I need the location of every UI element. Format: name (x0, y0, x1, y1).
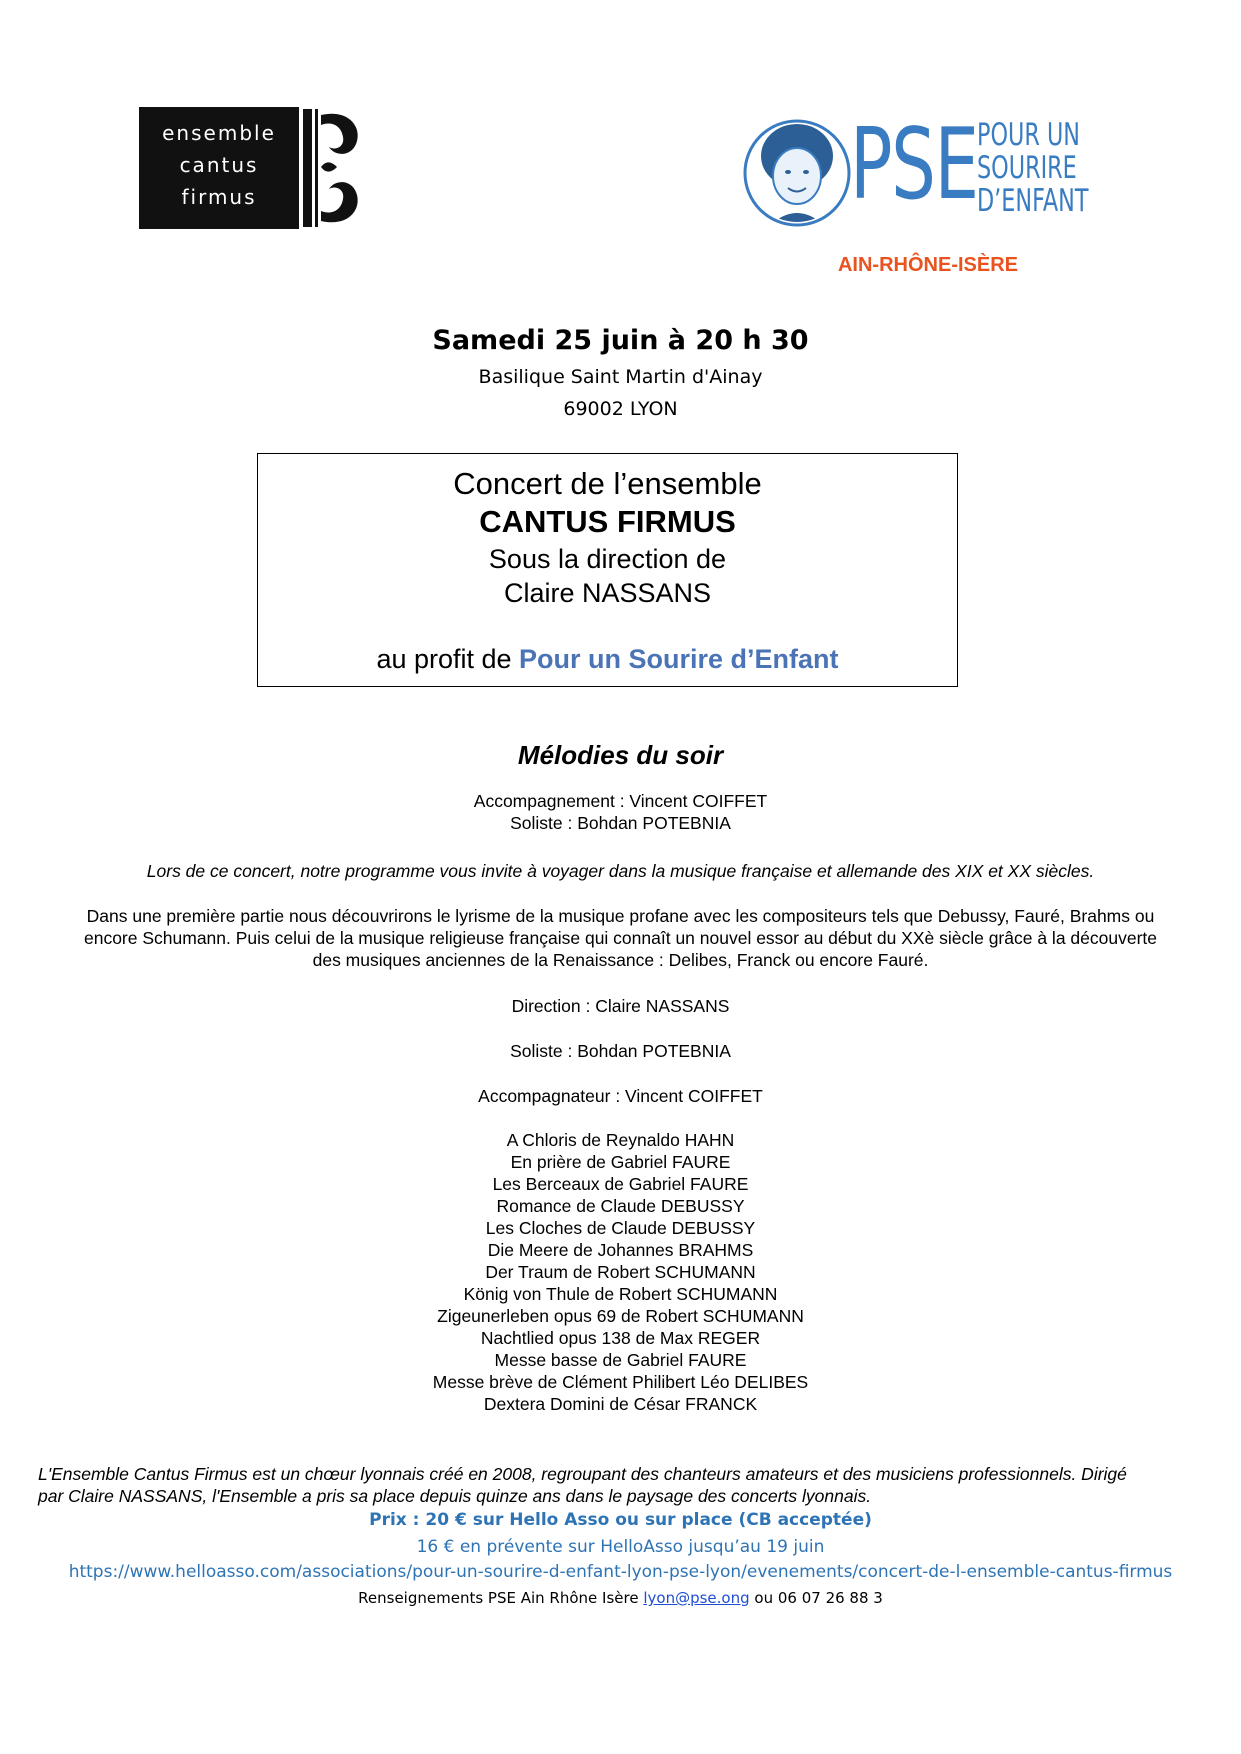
about-line-1: L'Ensemble Cantus Firmus est un chœur lyonnais créé en 2008, regroupant des chanteurs amateurs et des musiciens professionnels. Dirigé (38, 1464, 1127, 1484)
child-portrait-icon (742, 118, 852, 228)
pse-tagline-3: D’ENFANT (977, 183, 1089, 219)
concert-box (257, 453, 958, 687)
box-conductor: Claire NASSANS (503, 578, 712, 608)
program-direction: Direction : Claire NASSANS (511, 996, 730, 1016)
box-ensemble-name: CANTUS FIRMUS (479, 504, 736, 539)
contact-info (0, 1589, 1241, 1607)
box-beneficiary-line (258, 644, 957, 675)
box-beneficiary-prefix: au profit de (376, 644, 520, 674)
logo-word-firmus: firmus (181, 185, 257, 209)
logo-word-cantus: cantus (179, 153, 259, 177)
pse-tagline-1: POUR UN (977, 117, 1081, 153)
presale-info: 16 € en prévente sur HelloAsso jusqu’au 19 juin (416, 1537, 825, 1557)
piece-item: Die Meere de Johannes BRAHMS (487, 1240, 754, 1260)
pse-region-label: AIN-RHÔNE-ISÈRE (837, 254, 1018, 276)
event-venue: Basilique Saint Martin d'Ainay (478, 366, 763, 388)
box-line-3: Sous la direction de (488, 544, 727, 574)
pse-logo (742, 110, 1092, 240)
program-title: Mélodies du soir (517, 740, 724, 770)
description-line-1: Dans une première partie nous découvrirons le lyrisme de la musique profane avec les compositeurs tels que Debussy, Fauré, Brahms ou (86, 906, 1155, 926)
logo-word-ensemble: ensemble (162, 121, 276, 145)
piece-item: König von Thule de Robert SCHUMANN (463, 1284, 778, 1304)
piece-item: Nachtlied opus 138 de Max REGER (480, 1328, 761, 1348)
program-soloist: Soliste : Bohdan POTEBNIA (510, 813, 731, 833)
pse-tagline-2: SOURIRE (977, 150, 1077, 186)
program-accompanist: Accompagnateur : Vincent COIFFET (478, 1086, 763, 1106)
piece-item: Les Berceaux de Gabriel FAURE (492, 1174, 749, 1194)
piece-list (0, 1129, 1241, 1415)
piece-item: En prière de Gabriel FAURE (510, 1152, 731, 1172)
box-line-1: Concert de l’ensemble (453, 466, 762, 501)
description-line-2: encore Schumann. Puis celui de la musique religieuse française qui connaît un nouvel essor au début du XXè siècle grâce à la découverte (83, 928, 1158, 948)
piece-item: Dextera Domini de César FRANCK (483, 1394, 758, 1414)
piece-item: Messe basse de Gabriel FAURE (494, 1350, 747, 1370)
piece-item: Messe brève de Clément Philibert Léo DELIBES (432, 1372, 809, 1392)
logo-black-panel (139, 107, 299, 229)
program-soloist-2: Soliste : Bohdan POTEBNIA (510, 1041, 731, 1061)
piece-item: Der Traum de Robert SCHUMANN (485, 1262, 756, 1282)
piece-item: Les Cloches de Claude DEBUSSY (485, 1218, 756, 1238)
about-line-2: par Claire NASSANS, l'Ensemble a pris sa place depuis quinze ans dans le paysage des concerts lyonnais. (38, 1486, 872, 1506)
event-date: Samedi 25 juin à 20 h 30 (432, 325, 809, 356)
price-info: Prix : 20 € sur Hello Asso ou sur place (CB acceptée) (369, 1510, 872, 1530)
piece-item: Romance de Claude DEBUSSY (496, 1196, 745, 1216)
ensemble-cantus-firmus-logo (139, 107, 367, 229)
contact-phone: ou 06 07 26 88 3 (749, 1589, 883, 1607)
piece-item: Zigeunerleben opus 69 de Robert SCHUMANN (437, 1306, 804, 1326)
program-accompaniment: Accompagnement : Vincent COIFFET (473, 791, 768, 811)
box-beneficiary-name: Pour un Sourire d’Enfant (519, 644, 839, 674)
pse-acronym: PSE (850, 108, 978, 222)
contact-email-link[interactable]: lyon@pse.ong (643, 1589, 750, 1607)
helloasso-link[interactable]: https://www.helloasso.com/associations/pour-un-sourire-d-enfant-lyon-pse-lyon/evenements/concert-de-l-ensemble-cantus-firmus (68, 1562, 1173, 1582)
contact-prefix: Renseignements PSE Ain Rhône Isère (358, 1589, 644, 1607)
piece-item: A Chloris de Reynaldo HAHN (506, 1130, 735, 1150)
program-intro: Lors de ce concert, notre programme vous invite à voyager dans la musique française et allemande des XIX et XX siècles. (146, 861, 1095, 881)
event-city: 69002 LYON (563, 398, 678, 420)
c-clef-icon (299, 107, 367, 229)
program-description (40, 905, 1201, 971)
ensemble-about (38, 1463, 1203, 1507)
description-line-3: des musiques anciennes de la Renaissance : Delibes, Franck ou encore Fauré. (312, 950, 929, 970)
